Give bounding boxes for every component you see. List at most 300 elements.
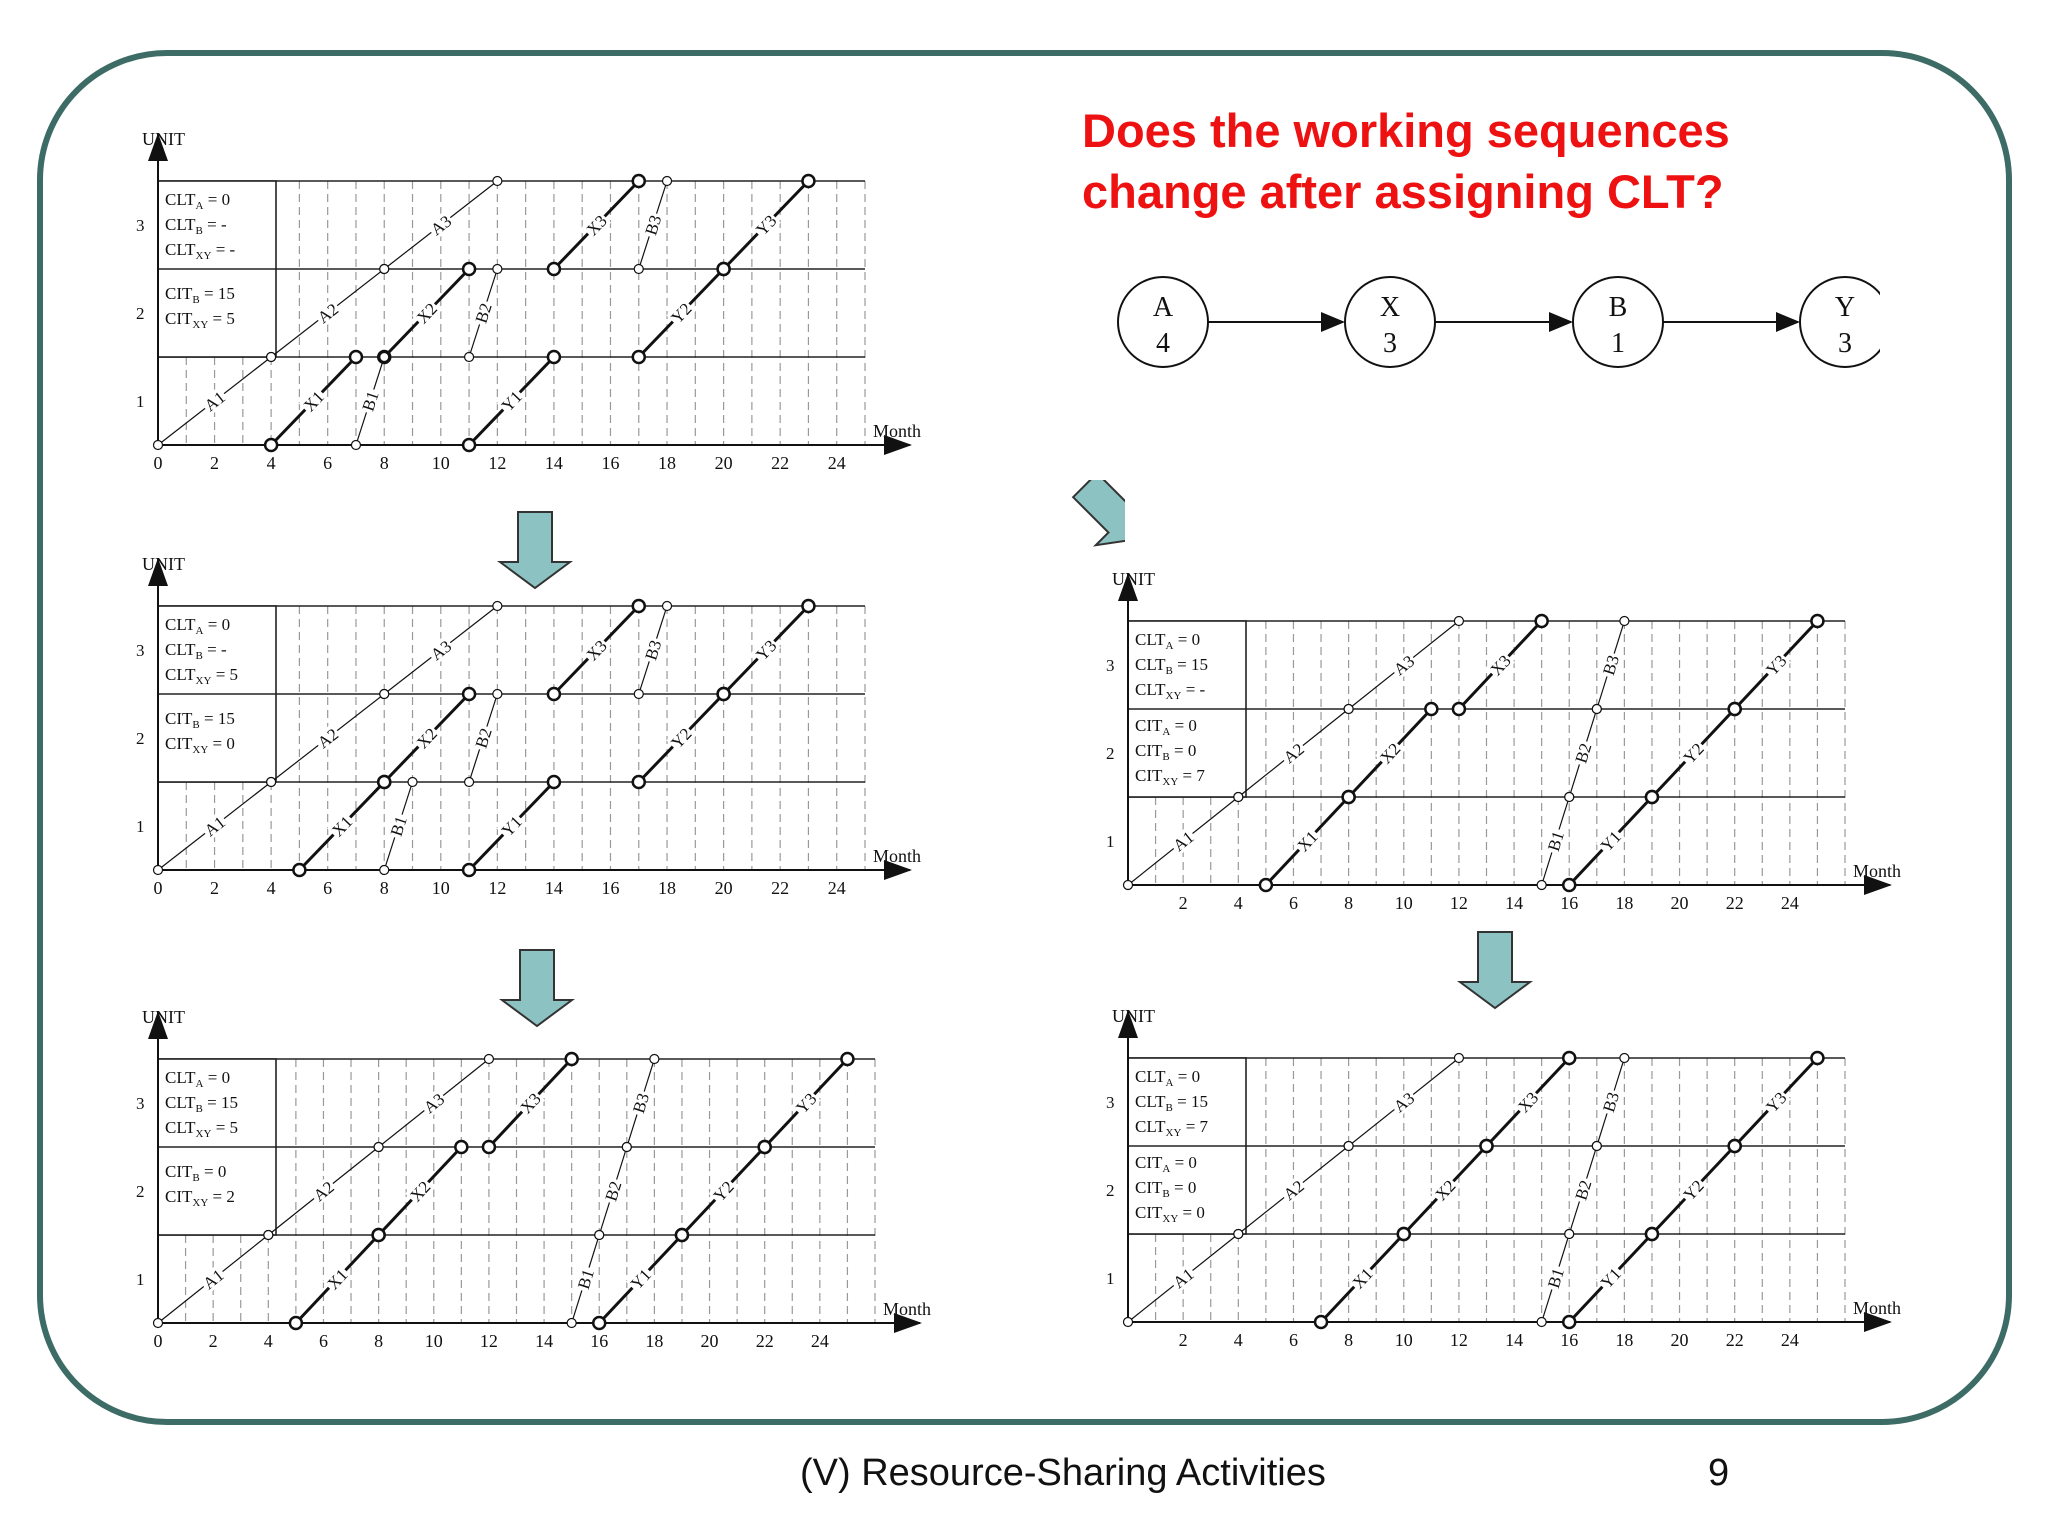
subscript: B	[192, 1172, 200, 1184]
activity-node-point	[1234, 1230, 1243, 1239]
unit-tick-label: 3	[1106, 1093, 1115, 1112]
segment-label: X2	[1431, 1176, 1460, 1205]
subscript: B	[195, 1103, 203, 1115]
subscript: A	[1162, 1163, 1171, 1175]
segment-label: Y3	[752, 636, 781, 665]
subscript: XY	[1162, 1213, 1179, 1225]
subscript: B	[195, 225, 203, 237]
month-tick-label: 18	[645, 1331, 664, 1351]
activity-node-point	[380, 690, 389, 699]
segment-label: Y2	[667, 299, 696, 328]
activity-node-point	[1454, 1054, 1463, 1063]
text-part: = 15	[199, 709, 235, 728]
month-tick-label: 10	[424, 1331, 443, 1351]
text-part: = 15	[1172, 655, 1208, 674]
activity-duration: 3	[1383, 328, 1397, 359]
text-part: = 15	[1172, 1092, 1208, 1111]
month-tick-label: 22	[771, 453, 790, 473]
month-tick-label: 2	[210, 878, 220, 898]
activity-node-point	[759, 1141, 771, 1153]
activity-node-point	[463, 864, 475, 876]
segment-label: Y2	[1679, 739, 1708, 768]
activity-node-point	[374, 1143, 383, 1152]
month-tick-label: 4	[266, 878, 276, 898]
subscript: XY	[192, 319, 209, 331]
segment-label: B1	[1543, 1265, 1568, 1291]
unit-tick-label: 1	[136, 392, 145, 411]
month-tick-label: 12	[488, 878, 507, 898]
text-part: CIT	[1135, 1203, 1163, 1222]
subscript: XY	[192, 744, 209, 756]
unit-tick-label: 1	[1106, 832, 1115, 851]
activity-node-point	[465, 778, 474, 787]
text-part: = 7	[1178, 766, 1205, 785]
segment-label: B3	[641, 212, 666, 238]
text-part: CLT	[165, 1093, 196, 1112]
schedule-chart-5	[1100, 1002, 1920, 1357]
activity-node-point	[1124, 881, 1133, 890]
unit-tick-label: 3	[136, 1094, 145, 1113]
month-tick-label: 16	[601, 878, 620, 898]
month-tick-label: 10	[1394, 893, 1413, 913]
month-tick-label: 14	[544, 453, 563, 473]
y-axis-label: UNIT	[1112, 1006, 1155, 1026]
segment-label: X3	[1514, 1088, 1543, 1117]
activity-node-point	[378, 776, 390, 788]
month-tick-label: 16	[1560, 893, 1579, 913]
activity-node-point	[1537, 881, 1546, 890]
y-axis-label: UNIT	[142, 554, 185, 574]
unit-tick-label: 1	[1106, 1269, 1115, 1288]
x-axis-label: Month	[1853, 1298, 1902, 1318]
month-tick-label: 22	[771, 878, 790, 898]
month-tick-label: 12	[479, 1331, 498, 1351]
segment-label: A3	[427, 636, 456, 665]
y-axis-label: UNIT	[1112, 569, 1155, 589]
text-part: CIT	[165, 709, 193, 728]
month-tick-label: 0	[153, 1331, 163, 1351]
text-part: CLT	[1135, 1067, 1166, 1086]
segment-label: Y1	[626, 1265, 655, 1294]
month-tick-label: 16	[601, 453, 620, 473]
unit-tick-label: 3	[1106, 656, 1115, 675]
segment-label: X3	[582, 211, 611, 240]
month-tick-label: 18	[1615, 1330, 1634, 1350]
activity-node-point	[676, 1229, 688, 1241]
activity-node-point	[593, 1317, 605, 1329]
subscript: B	[1162, 751, 1170, 763]
text-part: = 5	[211, 665, 239, 684]
month-tick-label: 18	[658, 878, 677, 898]
cit-text	[165, 284, 235, 306]
activity-node-point	[493, 177, 502, 186]
activity-node-point	[622, 1143, 631, 1152]
activity-node-point	[463, 439, 475, 451]
text-part: CLT	[165, 615, 196, 634]
subscript: XY	[195, 675, 212, 687]
activity-node-point	[1260, 879, 1272, 891]
activity-duration: 1	[1611, 328, 1625, 359]
month-tick-label: 6	[318, 1331, 328, 1351]
activity-node-point	[1620, 1054, 1629, 1063]
segment-label: X1	[1348, 1264, 1377, 1293]
activity-node-point	[350, 351, 362, 363]
month-tick-label: 22	[1725, 893, 1744, 913]
subscript: XY	[195, 250, 212, 262]
x-axis-label: Month	[873, 846, 922, 866]
text-part: CLT	[1135, 1092, 1166, 1111]
activity-node-point	[380, 265, 389, 274]
activity-node-point	[408, 778, 417, 787]
month-tick-label: 16	[1560, 1330, 1579, 1350]
text-part: = 0	[203, 1068, 231, 1087]
text-part: CLT	[165, 1118, 196, 1137]
text-part: CLT	[1135, 680, 1166, 699]
text-part: = 5	[208, 309, 235, 328]
unit-tick-label: 2	[136, 729, 145, 748]
text-part: CLT	[165, 190, 196, 209]
text-part: = -	[202, 215, 227, 234]
subscript: A	[1165, 1077, 1174, 1089]
unit-tick-label: 1	[136, 817, 145, 836]
month-tick-label: 8	[379, 878, 389, 898]
activity-duration: 4	[1156, 328, 1170, 359]
segment-label: X2	[406, 1177, 435, 1206]
activity-node-point	[154, 441, 163, 450]
segment-label: X2	[412, 724, 442, 753]
cit-text	[165, 709, 235, 731]
subscript: XY	[1162, 776, 1179, 788]
month-tick-label: 20	[1670, 1330, 1689, 1350]
slide-title: Does the working sequences change after assigning CLT?	[1082, 104, 1730, 218]
text-part: = 0	[203, 615, 231, 634]
activity-node-point	[380, 866, 389, 875]
month-tick-label: 4	[263, 1331, 273, 1351]
activity-node-point	[1343, 791, 1355, 803]
month-tick-label: 6	[323, 453, 333, 473]
text-part: = 0	[1169, 741, 1197, 760]
subscript: A	[195, 625, 204, 637]
diagonal-arrow-icon	[1015, 480, 1125, 560]
page-number: 9	[1708, 1452, 1730, 1494]
activity-node-point	[290, 1317, 302, 1329]
activity-node-point	[1234, 793, 1243, 802]
activity-node-point	[548, 351, 560, 363]
activity-node-point	[1398, 1228, 1410, 1240]
activity-node-point	[1563, 1052, 1575, 1064]
segment-label: B2	[471, 300, 496, 326]
activity-node-point	[373, 1229, 385, 1241]
segment-label: X3	[516, 1089, 545, 1118]
month-tick-label: 4	[1233, 1330, 1243, 1350]
activity-node-point	[1565, 1230, 1574, 1239]
activity-node-point	[548, 263, 560, 275]
activity-node-point	[493, 602, 502, 611]
schedule-chart-2	[130, 550, 940, 905]
activity-node-point	[1124, 1318, 1133, 1327]
subscript: A	[195, 1078, 204, 1090]
activity-node-point	[483, 1141, 495, 1153]
activity-duration: 3	[1838, 328, 1852, 359]
activity-node-point	[650, 1055, 659, 1064]
schedule-chart-3	[130, 1003, 950, 1368]
segment-label: X1	[1293, 827, 1322, 856]
activity-node-point	[1811, 615, 1823, 627]
text-part: CLT	[165, 640, 196, 659]
month-tick-label: 8	[379, 453, 389, 473]
activity-node-point	[663, 602, 672, 611]
down-arrow-icon	[1455, 930, 1535, 1010]
segment-label: A3	[427, 211, 456, 240]
subscript: A	[1162, 726, 1171, 738]
activity-node-point	[633, 175, 645, 187]
subscript: A	[195, 200, 204, 212]
segment-label: B3	[1599, 1089, 1624, 1115]
activity-name: A	[1152, 292, 1174, 323]
activity-node-point	[264, 1231, 273, 1240]
month-tick-label: 8	[374, 1331, 384, 1351]
segment-label: A2	[309, 1177, 338, 1206]
text-part: CIT	[1135, 741, 1163, 760]
month-tick-label: 24	[1780, 1330, 1799, 1350]
segment-label: B3	[641, 637, 666, 663]
segment-label: B1	[386, 813, 411, 839]
activity-name: Y	[1834, 292, 1856, 323]
month-tick-label: 2	[208, 1331, 218, 1351]
segment-label: A3	[1390, 651, 1419, 680]
segment-label: Y3	[1762, 1088, 1791, 1117]
segment-label: Y1	[497, 812, 526, 841]
segment-label: Y1	[1596, 827, 1625, 856]
activity-node-point	[493, 690, 502, 699]
activity-node-point	[265, 439, 277, 451]
footer-title: (V) Resource-Sharing Activities	[800, 1452, 1326, 1494]
text-part: = 0	[1169, 1178, 1197, 1197]
activity-name: X	[1379, 292, 1401, 323]
activity-node-point	[1315, 1316, 1327, 1328]
activity-node-point	[634, 265, 643, 274]
subscript: B	[1165, 1102, 1173, 1114]
subscript: XY	[192, 1197, 209, 1209]
x-axis-label: Month	[1853, 861, 1902, 881]
activity-node-point	[1453, 703, 1465, 715]
subscript: B	[1162, 1188, 1170, 1200]
segment-label: Y3	[792, 1089, 821, 1118]
unit-tick-label: 3	[136, 641, 145, 660]
activity-node-point	[1481, 1140, 1493, 1152]
activity-node-point	[1537, 1318, 1546, 1327]
month-tick-label: 12	[1449, 893, 1468, 913]
text-part: CIT	[1135, 766, 1163, 785]
activity-node-point	[1646, 791, 1658, 803]
schedule-chart-4	[1100, 565, 1920, 920]
subscript: B	[1165, 665, 1173, 677]
text-part: CIT	[165, 284, 193, 303]
month-tick-label: 22	[755, 1331, 774, 1351]
unit-tick-label: 2	[136, 304, 145, 323]
segment-label: X1	[328, 812, 357, 841]
segment-label: B2	[1571, 740, 1596, 766]
month-tick-label: 20	[700, 1331, 719, 1351]
month-tick-label: 8	[1344, 893, 1354, 913]
activity-node-point	[1425, 703, 1437, 715]
unit-tick-label: 3	[136, 216, 145, 235]
activity-node-point	[1563, 1316, 1575, 1328]
month-tick-label: 2	[1178, 1330, 1188, 1350]
segment-label: Y1	[497, 387, 526, 416]
segment-label: B1	[1543, 828, 1568, 854]
month-tick-label: 14	[1505, 893, 1524, 913]
segment-label: A2	[1279, 1176, 1308, 1205]
text-part: = 7	[1181, 1117, 1209, 1136]
activity-node-point	[1592, 1142, 1601, 1151]
activity-node-point	[1646, 1228, 1658, 1240]
text-part: CLT	[165, 240, 196, 259]
segment-label: B2	[471, 725, 496, 751]
activity-node-point	[351, 441, 360, 450]
text-part: = 0	[203, 190, 231, 209]
text-part: CIT	[165, 309, 193, 328]
month-tick-label: 12	[488, 453, 507, 473]
month-tick-label: 16	[590, 1331, 609, 1351]
month-tick-label: 2	[210, 453, 220, 473]
month-tick-label: 10	[431, 878, 450, 898]
month-tick-label: 10	[431, 453, 450, 473]
activity-node-point	[154, 1319, 163, 1328]
text-part: = 0	[208, 734, 235, 753]
subscript: XY	[1165, 690, 1182, 702]
text-part: = 15	[202, 1093, 238, 1112]
activity-node-point	[1729, 1140, 1741, 1152]
month-tick-label: 24	[810, 1331, 829, 1351]
segment-label: B3	[1599, 652, 1624, 678]
month-tick-label: 0	[153, 878, 163, 898]
activity-node-point	[1729, 703, 1741, 715]
text-part: = 0	[1173, 1067, 1201, 1086]
text-part: = 5	[211, 1118, 239, 1137]
subscript: B	[192, 719, 200, 731]
activity-node-point	[841, 1053, 853, 1065]
segment-label: A2	[313, 299, 343, 328]
text-part: = 0	[1170, 716, 1197, 735]
activity-node-point	[633, 776, 645, 788]
activity-node-point	[802, 600, 814, 612]
text-part: CLT	[1135, 630, 1166, 649]
segment-label: B2	[601, 1178, 626, 1204]
y-axis-label: UNIT	[142, 129, 185, 149]
segment-label: X3	[1486, 651, 1515, 680]
unit-tick-label: 2	[136, 1182, 145, 1201]
month-tick-label: 6	[323, 878, 333, 898]
text-part: CLT	[165, 1068, 196, 1087]
segment-label: A3	[1390, 1088, 1419, 1117]
segment-label: X1	[299, 387, 328, 416]
unit-tick-label: 2	[1106, 744, 1115, 763]
month-tick-label: 18	[1615, 893, 1634, 913]
text-part: = 15	[199, 284, 235, 303]
activity-node-point	[463, 263, 475, 275]
month-tick-label: 6	[1288, 1330, 1298, 1350]
segment-label: Y2	[667, 724, 696, 753]
month-tick-label: 4	[1233, 893, 1243, 913]
activity-node-point	[548, 776, 560, 788]
text-part: = -	[211, 240, 236, 259]
month-tick-label: 0	[153, 453, 163, 473]
segment-label: X1	[323, 1265, 352, 1294]
segment-label: Y2	[1679, 1176, 1708, 1205]
text-part: CIT	[165, 734, 193, 753]
activity-node-point	[465, 353, 474, 362]
activity-node-point	[380, 353, 389, 362]
segment-label: B1	[573, 1266, 598, 1292]
activity-node-point	[633, 600, 645, 612]
subscript: XY	[195, 1128, 212, 1140]
text-part: CLT	[165, 665, 196, 684]
text-part: CIT	[1135, 716, 1163, 735]
activity-node-point	[718, 263, 730, 275]
segment-label: A1	[199, 1265, 228, 1294]
activity-node-point	[455, 1141, 467, 1153]
segment-label: Y2	[709, 1177, 738, 1206]
activity-node-point	[1563, 879, 1575, 891]
segment-label: Y1	[1596, 1264, 1625, 1293]
text-part: CLT	[1135, 1117, 1166, 1136]
month-tick-label: 24	[1780, 893, 1799, 913]
month-tick-label: 18	[658, 453, 677, 473]
text-part: = -	[202, 640, 227, 659]
activity-node-point	[1592, 705, 1601, 714]
x-axis-label: Month	[883, 1299, 932, 1319]
month-tick-label: 24	[827, 878, 846, 898]
activity-node-point	[1454, 617, 1463, 626]
month-tick-label: 12	[1449, 1330, 1468, 1350]
text-part: CIT	[1135, 1153, 1163, 1172]
activity-node-point	[663, 177, 672, 186]
activity-node-point	[802, 175, 814, 187]
month-tick-label: 20	[714, 453, 733, 473]
activity-node-point	[567, 1319, 576, 1328]
activity-node-point	[154, 866, 163, 875]
month-tick-label: 24	[827, 453, 846, 473]
activity-node-point	[1536, 615, 1548, 627]
segment-label: B2	[1571, 1177, 1596, 1203]
text-part: = 2	[208, 1187, 235, 1206]
text-part: = 0	[1170, 1153, 1197, 1172]
segment-label: B1	[358, 388, 383, 414]
month-tick-label: 10	[1394, 1330, 1413, 1350]
segment-label: X2	[412, 299, 442, 328]
month-tick-label: 14	[535, 1331, 554, 1351]
segment-label: Y3	[752, 211, 781, 240]
activity-node-point	[1344, 1142, 1353, 1151]
activity-node-point	[463, 688, 475, 700]
month-tick-label: 8	[1344, 1330, 1354, 1350]
text-part: = 0	[1173, 630, 1201, 649]
activity-name: B	[1608, 292, 1628, 323]
activity-node-point	[267, 778, 276, 787]
month-tick-label: 4	[266, 453, 276, 473]
activity-node-point	[1565, 793, 1574, 802]
activity-node-point	[718, 688, 730, 700]
month-tick-label: 14	[544, 878, 563, 898]
activity-node-point	[293, 864, 305, 876]
schedule-chart-1	[130, 125, 940, 480]
segment-label: A2	[313, 724, 343, 753]
activity-node-point	[1811, 1052, 1823, 1064]
activity-node-point	[548, 688, 560, 700]
text-part: CLT	[165, 215, 196, 234]
activity-node-point	[566, 1053, 578, 1065]
